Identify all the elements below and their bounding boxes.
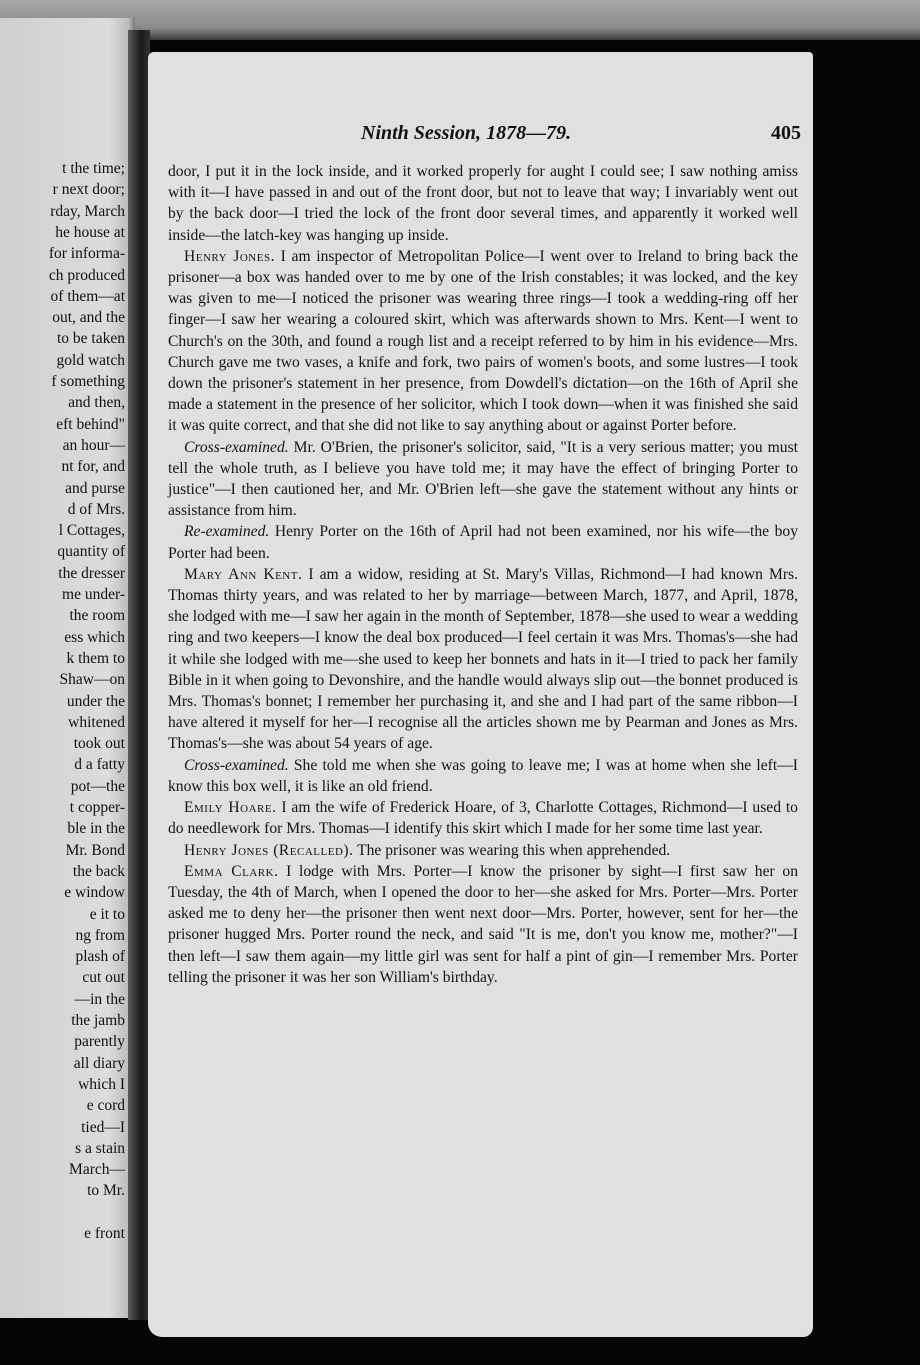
left-page-line-fragment: ess which — [64, 628, 125, 646]
left-page-line-fragment: e front — [84, 1225, 125, 1242]
left-page-line-fragment: and then, — [68, 394, 125, 412]
left-page-line-fragment: and purse — [65, 479, 125, 497]
left-page-line-fragment: an hour— — [62, 436, 125, 454]
page-number: 405 — [771, 122, 801, 144]
left-page-line-fragment: ch produced — [48, 266, 125, 284]
left-page-line-fragment: for informa- — [48, 245, 125, 263]
left-page-line-fragment: k them to — [66, 649, 125, 667]
left-page-line-fragment: ble in the — [67, 820, 125, 838]
left-page-line-fragment: parently — [74, 1033, 125, 1051]
left-page-line-fragment: quantity of — [57, 543, 125, 561]
paragraph-text: door, I put it in the lock inside, and it worked properly for aught I could see; I saw nothing amiss with it—I have passed in and out of the front door, but not to leave that way; I invariably went out by the back door—I tried the lock of the front door several times, and apparently it worked well inside—the latch-key was hanging up inside. — [168, 163, 798, 244]
left-page-line-fragment: Mr. Bond — [65, 841, 125, 859]
paragraph — [168, 521, 798, 563]
running-header — [148, 122, 813, 152]
paragraph — [168, 564, 798, 755]
paragraph-text: I lodge with Mrs. Porter—I know the prisoner by sight—I first saw her on Tuesday, the 4th of March, when I opened the door to her—she asked for Mrs. Porter—Mrs. Porter asked me to deny her—the prisoner then went next door—Mrs. Porter, however, sent for her—the prisoner hugged Mrs. Porter round the neck, and said "It is me, don't you know me, mother?"—I then left—I saw them again—my little girl was sent for half a pint of gin—I remember Mrs. Porter telling the prisoner it was her son William's birthday. — [168, 862, 798, 986]
left-page-line-fragment: d a fatty — [74, 756, 125, 774]
left-page-line-fragment: gold watch — [56, 351, 125, 369]
left-page-line-fragment: t copper- — [69, 799, 125, 816]
paragraph-text: Henry Porter on the 16th of April had not been examined, nor his wife—the boy Porter had been. — [168, 523, 798, 562]
session-label: Ninth Session, — [361, 122, 482, 144]
left-page-line-fragment: of them—at — [50, 287, 125, 305]
paragraph — [168, 246, 798, 437]
left-page-line-fragment: me under- — [62, 586, 125, 603]
left-page-line-fragment: the room — [69, 607, 125, 625]
left-page-line-fragment: all diary — [73, 1054, 125, 1072]
body-text — [168, 161, 798, 988]
paragraph — [168, 797, 798, 839]
left-page-line-fragment: the back — [72, 862, 125, 880]
left-page-line-fragment: l Cottages, — [58, 522, 125, 540]
left-page-edge — [0, 18, 135, 1318]
session-years: 1878—79. — [486, 122, 572, 144]
speaker-name: Henry Jones. — [184, 247, 275, 265]
speaker-name: Henry Jones (Recalled). — [184, 841, 354, 859]
left-page-line-fragment: March— — [69, 1161, 125, 1179]
left-page-line-fragment: tied—I — [81, 1118, 125, 1136]
paragraph-text: Mr. O'Brien, the prisoner's solicitor, said, "It is a very serious matter; you must tell the whole truth, as I believe you have told me; it may have the effect of bringing Porter to justice"—I then cautioned her, and Mr. O'Brien left—she gave the statement without any hints or assistance from him. — [168, 438, 798, 520]
examination-label: Re-examined. — [184, 523, 270, 541]
left-page-line-fragment: to be taken — [56, 330, 125, 348]
paragraph-text: She told me when she was going to leave me; I was at home when she left—I know this box well, it is like an old friend. — [168, 756, 798, 795]
left-page-line-fragment: —in the — [74, 990, 125, 1008]
left-page-line-fragment: e window — [64, 884, 125, 902]
left-page-line-fragment: under the — [66, 692, 125, 710]
left-page-line-fragment: Shaw—on — [59, 671, 125, 689]
left-page-line-fragment: whitened — [68, 713, 125, 731]
paragraph-text: I am the wife of Frederick Hoare, of 3, Charlotte Cottages, Richmond—I used to do needlework for Mrs. Thomas—I identify this skirt which I made for her some time last year. — [168, 799, 798, 838]
left-page-line-fragment: out, and the — [52, 309, 125, 327]
left-page-line-fragment: took out — [73, 735, 125, 753]
left-page-line-fragment: s a stain — [75, 1139, 125, 1157]
speaker-name: Emma Clark. — [184, 862, 279, 880]
left-page-line-fragment: the dresser — [58, 564, 125, 582]
book-gutter — [128, 30, 150, 1320]
left-page-line-fragment: plash of — [75, 948, 125, 966]
left-page-line-fragment: r next door; — [52, 181, 125, 199]
right-page — [148, 52, 813, 1337]
left-page-line-fragment: pot—the — [70, 777, 125, 795]
left-page-line-fragment: t the time; — [62, 160, 125, 177]
left-page-line-fragment: e it to — [89, 905, 125, 923]
speaker-name: Mary Ann Kent. — [184, 565, 303, 583]
speaker-name: Emily Hoare. — [184, 799, 277, 817]
examination-label: Cross-examined. — [184, 438, 289, 456]
left-page-line-fragment: which I — [78, 1075, 125, 1093]
left-page-line-fragment: the jamb — [71, 1012, 125, 1029]
paragraph-text: The prisoner was wearing this when apprehended. — [357, 841, 671, 859]
left-page-line-fragment: eft behind" — [56, 415, 125, 433]
paragraph — [168, 840, 798, 861]
left-page-line-fragment: rday, March — [50, 202, 125, 220]
left-page-line-fragment: he house at — [55, 223, 125, 241]
paragraph — [168, 161, 798, 246]
paragraph — [168, 437, 798, 522]
paragraph-text: I am inspector of Metropolitan Police—I went over to Ireland to bring back the prisoner—a box was handed over to me by one of the Irish constables; it was locked, and the key was given to me—I noticed the prisoner was wearing three rings—I took a wedding-ring off her finger—I saw her wearing a coloured skirt, which was afterwards shown to Mrs. Kent—I went to Church's on the 30th, and found a rough list and a receipt referred to by him in his evidence—Mrs. Church gave me two vases, a knife and fork, two pairs of women's boots, and some lustres—I took down the prisoner's statement in her presence, from Dowdell's dictation—on the 16th of April she made a statement in the presence of her solicitor, which I took down—when it was finished she said it was quite correct, and that she did not like to say anything about or against Porter before. — [168, 247, 798, 435]
left-page-line-fragment: e cord — [86, 1097, 125, 1115]
left-page-line-fragment: to Mr. — [87, 1182, 125, 1200]
left-page-line-fragment: cut out — [82, 969, 125, 987]
left-page-line-fragment: f something — [51, 373, 125, 390]
paragraph-text: I am a widow, residing at St. Mary's Villas, Richmond—I had known Mrs. Thomas thirty years, and was related to her by marriage—between March, 1877, and April, 1878, she lodged with me—I saw her again in the month of September, 1878—she used to wear a wedding ring and two keepers—I know the deal box produced—I feel certain it was Mrs. Thomas's—she had it while she lodged with me—she used to keep her bonnets and hats in it—I tried to pack her family Bible in it when going to Devonshire, and the handle would always slip out—the bonnet produced is Mrs. Thomas's bonnet; I remember her purchasing it, and she and I had part of the same ribbon—I have altered it myself for her—I recognise all the articles shown me by Pearman and Jones as Mrs. Thomas's—she was about 54 years of age. — [168, 565, 798, 753]
left-page-line-fragment: nt for, and — [61, 458, 125, 476]
examination-label: Cross-examined. — [184, 756, 289, 774]
left-page-line-fragment: d of Mrs. — [67, 500, 125, 518]
paragraph — [168, 755, 798, 797]
session-title — [361, 122, 571, 145]
left-page-line-fragment: ng from — [75, 926, 125, 944]
paragraph — [168, 861, 798, 988]
